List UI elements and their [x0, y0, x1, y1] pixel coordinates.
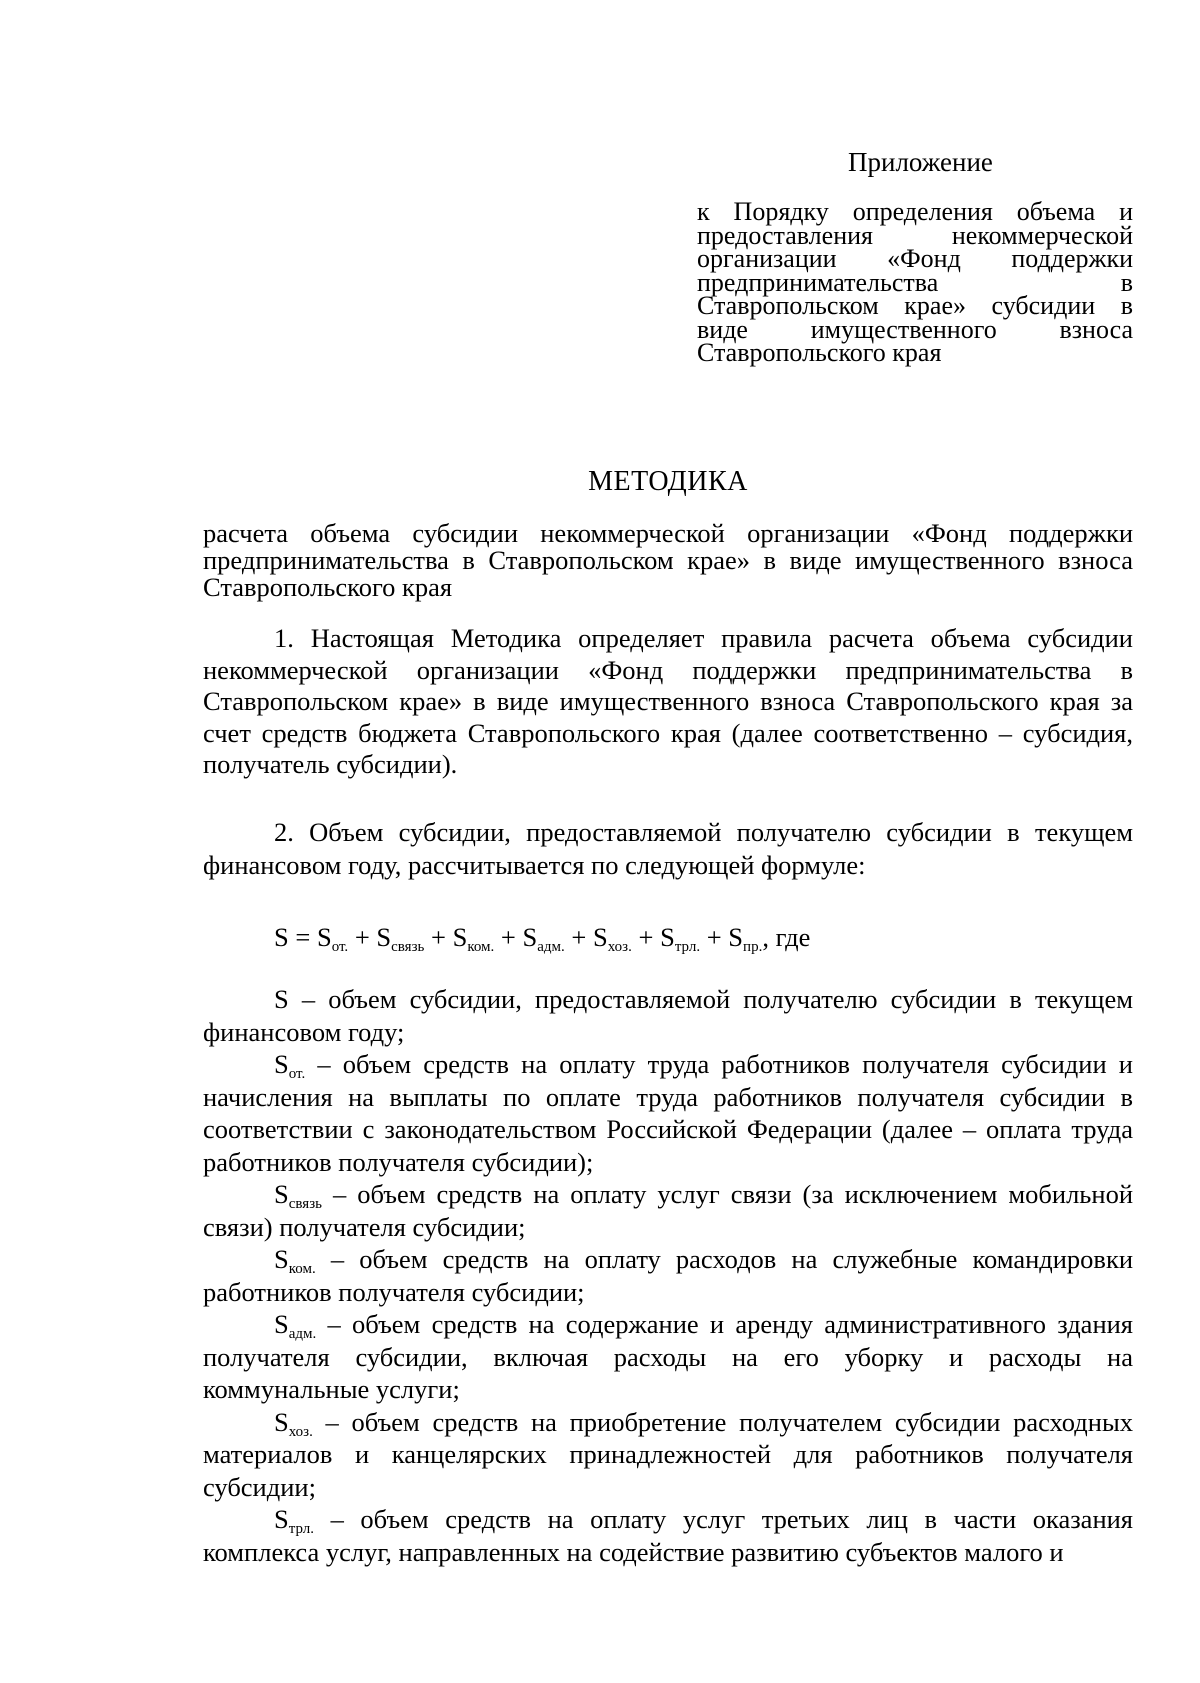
- formula-term-svyaz: $S_{связь}$: [376, 922, 425, 955]
- formula-term-pr: $S_{пр.}$: [728, 922, 763, 955]
- document-subtitle: расчета объема субсидии некоммерческой организации «Фонд поддержки предпринимательства в Ставропольском крае» в виде имущественного взноса Ставропольского края: [203, 518, 1133, 602]
- definition-subscript: связь: [288, 1196, 322, 1212]
- definition-item: [203, 983, 1133, 1048]
- definition-symbol: S: [274, 1406, 289, 1437]
- definition-text: – объем средств на приобретение получателем субсидии расходных материалов и канцелярских принадлежностей для работников получателя субсидии;: [203, 1406, 1133, 1502]
- definition-subscript: адм.: [288, 1326, 317, 1342]
- definitions-list: [203, 983, 1133, 1568]
- definition-item: [203, 1243, 1133, 1308]
- formula-term-hoz: $S_{хоз.}$: [593, 922, 632, 955]
- definition-symbol: S: [274, 1049, 289, 1079]
- formula-sub-kom: ком.: [467, 939, 495, 955]
- formula-plus: +: [494, 922, 523, 952]
- definition-symbol: S: [274, 1244, 289, 1274]
- formula-plus: +: [700, 922, 729, 952]
- definition-symbol: S: [274, 1179, 289, 1209]
- appendix-title: Приложение: [848, 147, 993, 177]
- paragraph-2: 2. Объем субсидии, предоставляемой получателю субсидии в текущем финансовом году, рассчитывается по следующей формуле:: [203, 817, 1133, 880]
- definition-text: – объем средств на оплату труда работников получателя субсидии и начисления на выплаты по оплате труда работников получателя субсидии в соответствии с законодательством Российской Федерации (далее – оплата труда работников получателя субсидии);: [203, 1049, 1133, 1177]
- definition-text: – объем средств на содержание и аренду административного здания получателя субсидии, включая расходы на его уборку и расходы на коммунальные услуги;: [203, 1309, 1133, 1404]
- formula-sub-adm: адм.: [537, 939, 565, 955]
- formula-plus: +: [631, 922, 661, 952]
- formula-suffix: , где: [762, 922, 811, 952]
- formula-equals: =: [288, 922, 317, 952]
- definition-subscript: ком.: [288, 1261, 316, 1277]
- definition-item: [203, 1503, 1133, 1568]
- definition-item: [203, 1178, 1133, 1243]
- formula-term-ot: $S_{от.}$: [316, 922, 349, 955]
- document-heading: МЕТОДИКА: [588, 466, 748, 497]
- definition-text: – объем субсидии, предоставляемой получателю субсидии в текущем финансовом году;: [203, 984, 1133, 1047]
- formula-plus: +: [564, 922, 593, 952]
- formula-sub-svyaz: связь: [391, 939, 425, 955]
- definition-subscript: хоз.: [288, 1423, 313, 1440]
- definition-text: – объем средств на оплату услуг связи (за исключением мобильной связи) получателя субсидии;: [203, 1179, 1133, 1242]
- definition-text: – объем средств на оплату расходов на служебные командировки работников получателя субсидии;: [203, 1244, 1133, 1307]
- formula-term-trl: $S_{трл.}$: [660, 922, 701, 955]
- paragraph-1: 1. Настоящая Методика определяет правила расчета объема субсидии некоммерческой организации «Фонд поддержки предпринимательства в Ставропольском крае» в виде имущественного взноса Ставропольского края за счет средств бюджета Ставропольского края (далее соответственно – субсидия, получатель субсидии).: [203, 623, 1133, 779]
- formula-term-kom: $S_{ком.}$: [452, 922, 495, 955]
- definition-subscript: трл.: [288, 1521, 315, 1537]
- definition-symbol: S: [274, 984, 289, 1014]
- definition-item: [203, 1406, 1133, 1504]
- formula-term-adm: $S_{адм.}$: [522, 922, 565, 955]
- formula-sub-ot: от.: [331, 939, 349, 955]
- definition-subscript: от.: [288, 1066, 306, 1082]
- formula-sub-hoz: хоз.: [607, 939, 632, 955]
- definition-text: – объем средств на оплату услуг третьих лиц в части оказания комплекса услуг, направленных на содействие развитию субъектов малого и: [203, 1504, 1133, 1567]
- formula-plus: +: [424, 922, 453, 952]
- formula: [274, 921, 810, 953]
- formula-plus: +: [348, 922, 377, 952]
- definition-item: [203, 1048, 1133, 1178]
- formula-sub-trl: трл.: [674, 939, 701, 955]
- formula-sub-pr: пр.: [743, 939, 763, 955]
- formula-lhs: S: [274, 922, 289, 952]
- appendix-reference: к Порядку определения объема и предоставления некоммерческой организации «Фонд поддержки предпринимательства в Ставропольском крае» субсидии в виде имущественного взноса Ставропольского края: [697, 197, 1133, 367]
- definition-symbol: S: [274, 1309, 289, 1339]
- definition-item: [203, 1308, 1133, 1406]
- definition-symbol: S: [274, 1504, 289, 1534]
